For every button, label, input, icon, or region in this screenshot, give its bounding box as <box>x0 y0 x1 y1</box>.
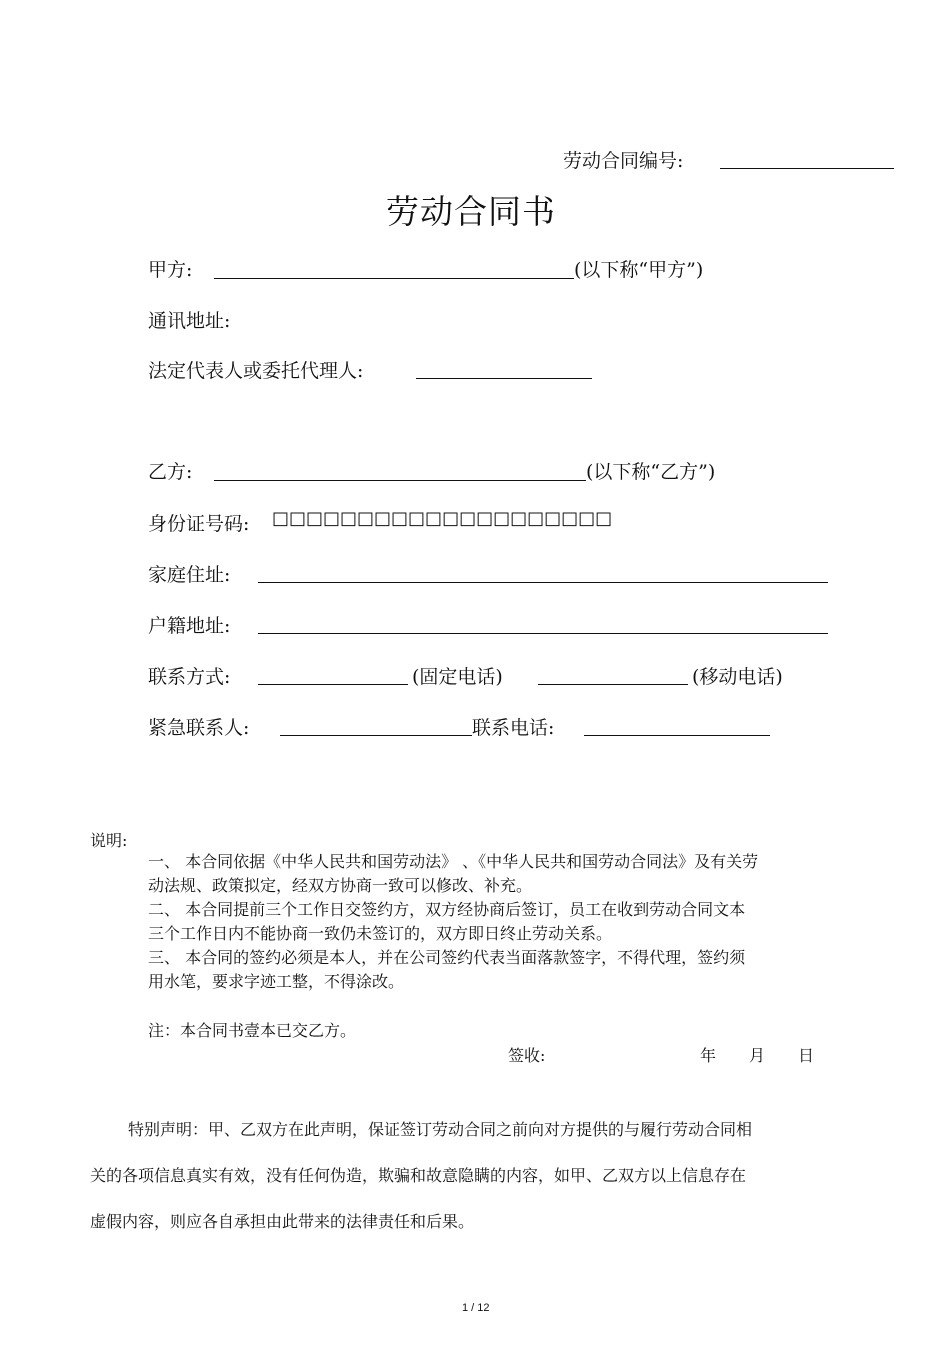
party-a-suffix: (以下称“甲方”) <box>574 259 704 281</box>
party-a-representative-label: 法定代表人或委托代理人: <box>148 360 364 382</box>
notes-heading: 说明: <box>90 831 128 850</box>
declaration-line-2: 关的各项信息真实有效，没有任何伪造，欺骗和故意隐瞒的内容，如甲、乙双方以上信息存在 <box>90 1166 747 1185</box>
notes-item-2 <box>148 898 745 946</box>
notes-item-2-line-1: 二、 本合同提前三个工作日交签约方，双方经协商后签订，员工在收到劳动合同文本 <box>148 900 746 919</box>
home-address-label: 家庭住址: <box>148 564 231 586</box>
page-number: 1 / 12 <box>462 1302 490 1314</box>
date-year-label: 年 <box>700 1046 717 1065</box>
party-b-label: 乙方: <box>148 461 193 483</box>
document-title: 劳动合同书 <box>386 192 556 231</box>
emergency-phone-label: 联系电话: <box>472 717 555 739</box>
landline-field[interactable] <box>258 684 408 685</box>
party-a-label: 甲方: <box>148 259 193 281</box>
notes-item-1-line-2: 动法规、政策拟定，经双方协商一致可以修改、补充。 <box>148 876 533 895</box>
party-a-address-label: 通讯地址: <box>148 310 231 332</box>
declaration-line-1: 特别声明：甲、乙双方在此声明，保证签订劳动合同之前向对方提供的与履行劳动合同相 <box>128 1120 753 1139</box>
notes-item-1 <box>148 850 758 898</box>
id-number-label: 身份证号码: <box>148 513 250 535</box>
contract-number-label: 劳动合同编号: <box>563 150 684 172</box>
party-a-representative-field[interactable] <box>416 378 592 379</box>
household-address-label: 户籍地址: <box>148 615 231 637</box>
notes-item-3-line-2: 用水笔，要求字迹工整，不得涂改。 <box>148 972 405 991</box>
mobile-field[interactable] <box>538 684 688 685</box>
id-number-boxes[interactable]: □□□□□□□□□□□□□□□□□□□□ <box>272 508 613 529</box>
notes-item-1-line-1: 一、 本合同依据《中华人民共和国劳动法》 、《中华人民共和国劳动合同法》及有关劳 <box>148 852 759 871</box>
emergency-contact-field[interactable] <box>280 735 472 736</box>
notes-item-3 <box>148 946 745 994</box>
special-declaration <box>90 1107 752 1245</box>
notes-item-2-line-2: 三个工作日内不能协商一致仍未签订的，双方即日终止劳动关系。 <box>148 924 613 943</box>
declaration-line-3: 虚假内容，则应各自承担由此带来的法律责任和后果。 <box>90 1212 475 1231</box>
party-a-field[interactable] <box>214 278 574 279</box>
emergency-contact-label: 紧急联系人: <box>148 717 250 739</box>
landline-label: (固定电话) <box>412 666 503 688</box>
sign-receipt-label: 签收: <box>508 1046 546 1065</box>
notes-item-3-line-1: 三、 本合同的签约必须是本人，并在公司签约代表当面落款签字，不得代理，签约须 <box>148 948 746 967</box>
party-b-field[interactable] <box>214 480 586 481</box>
party-b-suffix: (以下称“乙方”) <box>586 461 716 483</box>
mobile-label: (移动电话) <box>692 666 783 688</box>
home-address-field[interactable] <box>258 582 828 583</box>
contract-number-field[interactable] <box>720 168 894 169</box>
emergency-phone-field[interactable] <box>584 735 770 736</box>
date-day-label: 日 <box>798 1046 815 1065</box>
household-address-field[interactable] <box>258 633 828 634</box>
date-month-label: 月 <box>749 1046 766 1065</box>
contact-label: 联系方式: <box>148 666 231 688</box>
delivery-note: 注：本合同书壹本已交乙方。 <box>148 1021 357 1040</box>
